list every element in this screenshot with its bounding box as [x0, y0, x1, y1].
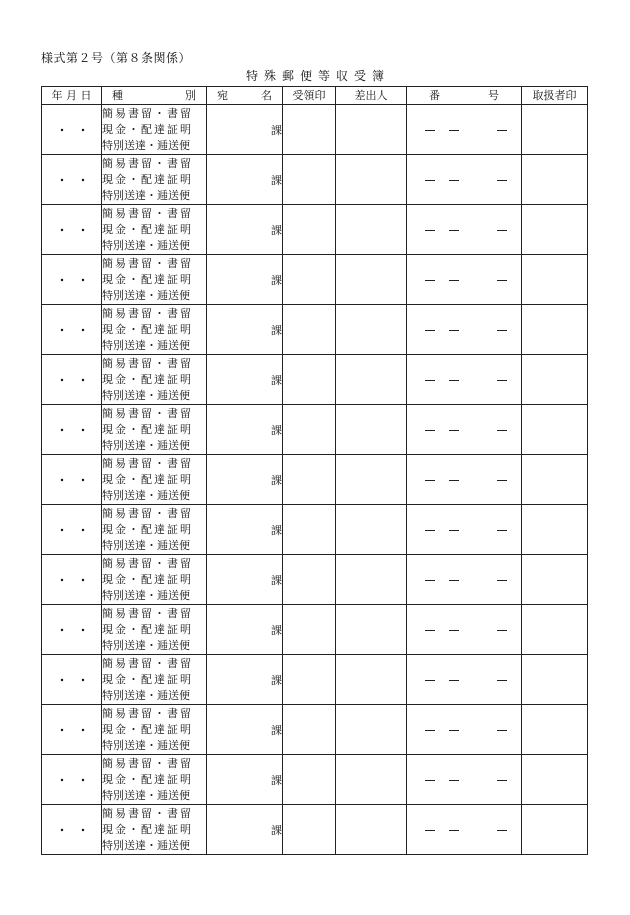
number-dash [425, 230, 435, 231]
number-dash [449, 730, 459, 731]
header-receipt-seal-label: 受領印 [292, 89, 326, 102]
type-option-line2: 現金・配達証明 [102, 772, 193, 786]
date-cell[interactable] [42, 155, 102, 205]
number-dash [425, 630, 435, 631]
type-option-line1: 簡易書留・書留 [102, 206, 193, 220]
type-option-line1: 簡易書留・書留 [102, 756, 193, 770]
header-date-label: 年 月 日 [51, 89, 92, 102]
table-row [42, 105, 588, 155]
number-dash [497, 730, 507, 731]
number-dash [497, 480, 507, 481]
receipt-seal-cell[interactable] [283, 305, 336, 355]
type-option-line2: 現金・配達証明 [102, 372, 193, 386]
sender-cell[interactable] [336, 155, 407, 205]
number-dash [425, 130, 435, 131]
type-option-line2: 現金・配達証明 [102, 722, 193, 736]
handler-seal-cell[interactable] [522, 255, 588, 305]
number-dash [425, 380, 435, 381]
header-sender-label: 差出人 [354, 89, 388, 102]
addressee-cell[interactable] [207, 755, 283, 805]
date-cell[interactable] [42, 505, 102, 555]
type-option-line3: 特別送達・逓送便 [102, 738, 190, 752]
type-option-line3: 特別送達・逓送便 [102, 188, 190, 202]
number-dash [497, 380, 507, 381]
handler-seal-cell[interactable] [522, 805, 588, 855]
table-row [42, 255, 588, 305]
type-option-line1: 簡易書留・書留 [102, 556, 193, 570]
addressee-suffix: 課 [271, 773, 282, 787]
number-cell[interactable] [407, 305, 522, 355]
table-row [42, 655, 588, 705]
sender-cell[interactable] [336, 355, 407, 405]
number-cell[interactable] [407, 705, 522, 755]
date-cell[interactable] [42, 655, 102, 705]
date-placeholder: ・・ [56, 573, 99, 587]
sender-cell[interactable] [336, 255, 407, 305]
addressee-cell[interactable] [207, 255, 283, 305]
header-handler-seal-label: 取扱者印 [532, 89, 577, 102]
type-cell[interactable] [102, 555, 207, 605]
type-option-line1: 簡易書留・書留 [102, 506, 193, 520]
date-cell[interactable] [42, 805, 102, 855]
addressee-cell[interactable] [207, 305, 283, 355]
type-option-line2: 現金・配達証明 [102, 472, 193, 486]
type-option-line1: 簡易書留・書留 [102, 806, 193, 820]
date-placeholder: ・・ [56, 523, 99, 537]
number-cell[interactable] [407, 455, 522, 505]
addressee-suffix: 課 [271, 223, 282, 237]
type-option-line3: 特別送達・逓送便 [102, 688, 190, 702]
addressee-suffix: 課 [271, 623, 282, 637]
number-dash [497, 330, 507, 331]
number-cell[interactable] [407, 405, 522, 455]
number-dash [449, 380, 459, 381]
addressee-suffix: 課 [271, 673, 282, 687]
number-dash [425, 180, 435, 181]
receipt-seal-cell[interactable] [283, 655, 336, 705]
handler-seal-cell[interactable] [522, 105, 588, 155]
type-option-line2: 現金・配達証明 [102, 672, 193, 686]
table-row [42, 405, 588, 455]
number-dash [497, 830, 507, 831]
addressee-suffix: 課 [271, 823, 282, 837]
number-dash [449, 330, 459, 331]
type-option-line3: 特別送達・逓送便 [102, 438, 190, 452]
type-option-line2: 現金・配達証明 [102, 422, 193, 436]
date-placeholder: ・・ [56, 473, 99, 487]
number-dash [449, 180, 459, 181]
type-cell[interactable] [102, 255, 207, 305]
handler-seal-cell[interactable] [522, 355, 588, 405]
number-dash [449, 230, 459, 231]
number-dash [449, 530, 459, 531]
header-date [42, 87, 102, 105]
handler-seal-cell[interactable] [522, 155, 588, 205]
receipt-seal-cell[interactable] [283, 355, 336, 405]
number-dash [497, 180, 507, 181]
header-number [407, 87, 522, 105]
type-option-line3: 特別送達・逓送便 [102, 588, 190, 602]
number-cell[interactable] [407, 205, 522, 255]
type-option-line1: 簡易書留・書留 [102, 456, 193, 470]
number-dash [497, 630, 507, 631]
header-addressee-a: 宛 [217, 89, 228, 102]
number-cell[interactable] [407, 755, 522, 805]
type-option-line3: 特別送達・逓送便 [102, 788, 190, 802]
type-option-line3: 特別送達・逓送便 [102, 338, 190, 352]
date-placeholder: ・・ [56, 623, 99, 637]
date-placeholder: ・・ [56, 323, 99, 337]
date-placeholder: ・・ [56, 423, 99, 437]
number-dash [449, 430, 459, 431]
date-placeholder: ・・ [56, 273, 99, 287]
table-row [42, 755, 588, 805]
type-option-line3: 特別送達・逓送便 [102, 388, 190, 402]
date-cell[interactable] [42, 405, 102, 455]
type-option-line1: 簡易書留・書留 [102, 156, 193, 170]
handler-seal-cell[interactable] [522, 205, 588, 255]
table-row [42, 505, 588, 555]
sender-cell[interactable] [336, 805, 407, 855]
type-option-line2: 現金・配達証明 [102, 322, 193, 336]
number-dash [425, 580, 435, 581]
date-cell[interactable] [42, 555, 102, 605]
date-placeholder: ・・ [56, 773, 99, 787]
handler-seal-cell[interactable] [522, 455, 588, 505]
type-cell[interactable] [102, 405, 207, 455]
type-cell[interactable] [102, 505, 207, 555]
number-cell[interactable] [407, 155, 522, 205]
type-option-line2: 現金・配達証明 [102, 622, 193, 636]
table-row [42, 305, 588, 355]
type-cell[interactable] [102, 355, 207, 405]
date-placeholder: ・・ [56, 173, 99, 187]
number-dash [449, 780, 459, 781]
number-dash [425, 680, 435, 681]
sender-cell[interactable] [336, 455, 407, 505]
type-cell[interactable] [102, 605, 207, 655]
type-option-line3: 特別送達・逓送便 [102, 538, 190, 552]
number-dash [425, 430, 435, 431]
receipt-seal-cell[interactable] [283, 155, 336, 205]
number-dash [425, 830, 435, 831]
addressee-cell[interactable] [207, 155, 283, 205]
receipt-seal-cell[interactable] [283, 505, 336, 555]
date-cell[interactable] [42, 355, 102, 405]
date-placeholder: ・・ [56, 373, 99, 387]
sender-cell[interactable] [336, 305, 407, 355]
number-dash [449, 480, 459, 481]
type-option-line2: 現金・配達証明 [102, 822, 193, 836]
form-label: 様式第２号（第８条関係） [41, 51, 192, 65]
header-addressee [207, 87, 283, 105]
receipt-seal-cell[interactable] [283, 255, 336, 305]
receipt-seal-cell[interactable] [283, 605, 336, 655]
table-row [42, 555, 588, 605]
type-option-line3: 特別送達・逓送便 [102, 238, 190, 252]
date-placeholder: ・・ [56, 823, 99, 837]
type-option-line3: 特別送達・逓送便 [102, 288, 190, 302]
addressee-cell[interactable] [207, 405, 283, 455]
receipt-seal-cell[interactable] [283, 755, 336, 805]
date-cell[interactable] [42, 705, 102, 755]
receipt-seal-cell[interactable] [283, 205, 336, 255]
header-handler-seal [522, 87, 588, 105]
addressee-suffix: 課 [271, 573, 282, 587]
date-placeholder: ・・ [56, 123, 99, 137]
addressee-cell[interactable] [207, 355, 283, 405]
receipt-seal-cell[interactable] [283, 555, 336, 605]
sender-cell[interactable] [336, 755, 407, 805]
receipt-seal-cell[interactable] [283, 455, 336, 505]
number-dash [425, 480, 435, 481]
number-dash [425, 730, 435, 731]
type-cell[interactable] [102, 305, 207, 355]
addressee-cell[interactable] [207, 205, 283, 255]
type-option-line3: 特別送達・逓送便 [102, 638, 190, 652]
number-cell[interactable] [407, 605, 522, 655]
type-option-line2: 現金・配達証明 [102, 222, 193, 236]
sender-cell[interactable] [336, 705, 407, 755]
number-dash [449, 830, 459, 831]
date-cell[interactable] [42, 255, 102, 305]
type-option-line3: 特別送達・逓送便 [102, 138, 190, 152]
type-cell[interactable] [102, 705, 207, 755]
date-cell[interactable] [42, 105, 102, 155]
number-dash [497, 530, 507, 531]
ledger-table [41, 86, 588, 855]
type-cell[interactable] [102, 455, 207, 505]
receipt-seal-cell[interactable] [283, 105, 336, 155]
date-cell[interactable] [42, 605, 102, 655]
number-cell[interactable] [407, 555, 522, 605]
type-option-line1: 簡易書留・書留 [102, 306, 193, 320]
addressee-suffix: 課 [271, 323, 282, 337]
addressee-suffix: 課 [271, 273, 282, 287]
number-dash [449, 580, 459, 581]
table-row [42, 205, 588, 255]
number-cell[interactable] [407, 105, 522, 155]
table-row [42, 355, 588, 405]
addressee-cell[interactable] [207, 805, 283, 855]
handler-seal-cell[interactable] [522, 705, 588, 755]
sender-cell[interactable] [336, 405, 407, 455]
number-dash [425, 780, 435, 781]
handler-seal-cell[interactable] [522, 605, 588, 655]
date-cell[interactable] [42, 305, 102, 355]
receipt-seal-cell[interactable] [283, 405, 336, 455]
number-dash [497, 680, 507, 681]
number-dash [449, 630, 459, 631]
addressee-suffix: 課 [271, 173, 282, 187]
type-option-line2: 現金・配達証明 [102, 572, 193, 586]
number-cell[interactable] [407, 655, 522, 705]
type-option-line1: 簡易書留・書留 [102, 356, 193, 370]
addressee-suffix: 課 [271, 123, 282, 137]
type-cell[interactable] [102, 655, 207, 705]
form-title: 特殊郵便等収受簿 [245, 69, 390, 83]
type-option-line1: 簡易書留・書留 [102, 106, 193, 120]
table-row [42, 805, 588, 855]
table-row [42, 455, 588, 505]
type-option-line2: 現金・配達証明 [102, 272, 193, 286]
number-cell[interactable] [407, 805, 522, 855]
number-dash [425, 530, 435, 531]
number-cell[interactable] [407, 255, 522, 305]
addressee-cell[interactable] [207, 605, 283, 655]
addressee-cell[interactable] [207, 105, 283, 155]
number-dash [497, 130, 507, 131]
type-cell[interactable] [102, 205, 207, 255]
addressee-cell[interactable] [207, 555, 283, 605]
addressee-suffix: 課 [271, 473, 282, 487]
date-placeholder: ・・ [56, 723, 99, 737]
number-dash [497, 580, 507, 581]
header-number-b: 号 [488, 89, 499, 102]
sender-cell[interactable] [336, 205, 407, 255]
addressee-suffix: 課 [271, 373, 282, 387]
number-cell[interactable] [407, 355, 522, 405]
type-option-line2: 現金・配達証明 [102, 122, 193, 136]
handler-seal-cell[interactable] [522, 555, 588, 605]
header-sender [336, 87, 407, 105]
number-dash [425, 280, 435, 281]
type-option-line1: 簡易書留・書留 [102, 656, 193, 670]
type-option-line3: 特別送達・逓送便 [102, 838, 190, 852]
type-cell[interactable] [102, 755, 207, 805]
number-dash [497, 230, 507, 231]
number-dash [497, 430, 507, 431]
table-row [42, 605, 588, 655]
number-dash [497, 280, 507, 281]
receipt-seal-cell[interactable] [283, 705, 336, 755]
addressee-cell[interactable] [207, 655, 283, 705]
table-row [42, 705, 588, 755]
addressee-suffix: 課 [271, 723, 282, 737]
sender-cell[interactable] [336, 505, 407, 555]
header-number-a: 番 [429, 89, 440, 102]
handler-seal-cell[interactable] [522, 655, 588, 705]
number-dash [449, 130, 459, 131]
date-cell[interactable] [42, 455, 102, 505]
type-option-line1: 簡易書留・書留 [102, 256, 193, 270]
sender-cell[interactable] [336, 605, 407, 655]
sender-cell[interactable] [336, 555, 407, 605]
type-cell[interactable] [102, 155, 207, 205]
ledger-body [42, 105, 588, 855]
header-receipt-seal [283, 87, 336, 105]
sender-cell[interactable] [336, 655, 407, 705]
header-addressee-b: 名 [261, 89, 272, 102]
type-option-line1: 簡易書留・書留 [102, 406, 193, 420]
receipt-seal-cell[interactable] [283, 805, 336, 855]
header-row [42, 87, 588, 105]
handler-seal-cell[interactable] [522, 305, 588, 355]
addressee-cell[interactable] [207, 705, 283, 755]
addressee-suffix: 課 [271, 523, 282, 537]
handler-seal-cell[interactable] [522, 755, 588, 805]
number-cell[interactable] [407, 505, 522, 555]
header-type-b: 別 [185, 89, 196, 102]
handler-seal-cell[interactable] [522, 505, 588, 555]
date-cell[interactable] [42, 205, 102, 255]
table-row [42, 155, 588, 205]
date-cell[interactable] [42, 755, 102, 805]
type-option-line1: 簡易書留・書留 [102, 606, 193, 620]
sender-cell[interactable] [336, 105, 407, 155]
addressee-cell[interactable] [207, 505, 283, 555]
number-dash [449, 280, 459, 281]
date-placeholder: ・・ [56, 223, 99, 237]
addressee-suffix: 課 [271, 423, 282, 437]
header-type [102, 87, 207, 105]
header-type-a: 種 [112, 89, 123, 102]
type-cell[interactable] [102, 105, 207, 155]
number-dash [449, 680, 459, 681]
type-option-line3: 特別送達・逓送便 [102, 488, 190, 502]
type-option-line1: 簡易書留・書留 [102, 706, 193, 720]
type-option-line2: 現金・配達証明 [102, 522, 193, 536]
number-dash [425, 330, 435, 331]
addressee-cell[interactable] [207, 455, 283, 505]
number-dash [497, 780, 507, 781]
type-option-line2: 現金・配達証明 [102, 172, 193, 186]
date-placeholder: ・・ [56, 673, 99, 687]
handler-seal-cell[interactable] [522, 405, 588, 455]
type-cell[interactable] [102, 805, 207, 855]
